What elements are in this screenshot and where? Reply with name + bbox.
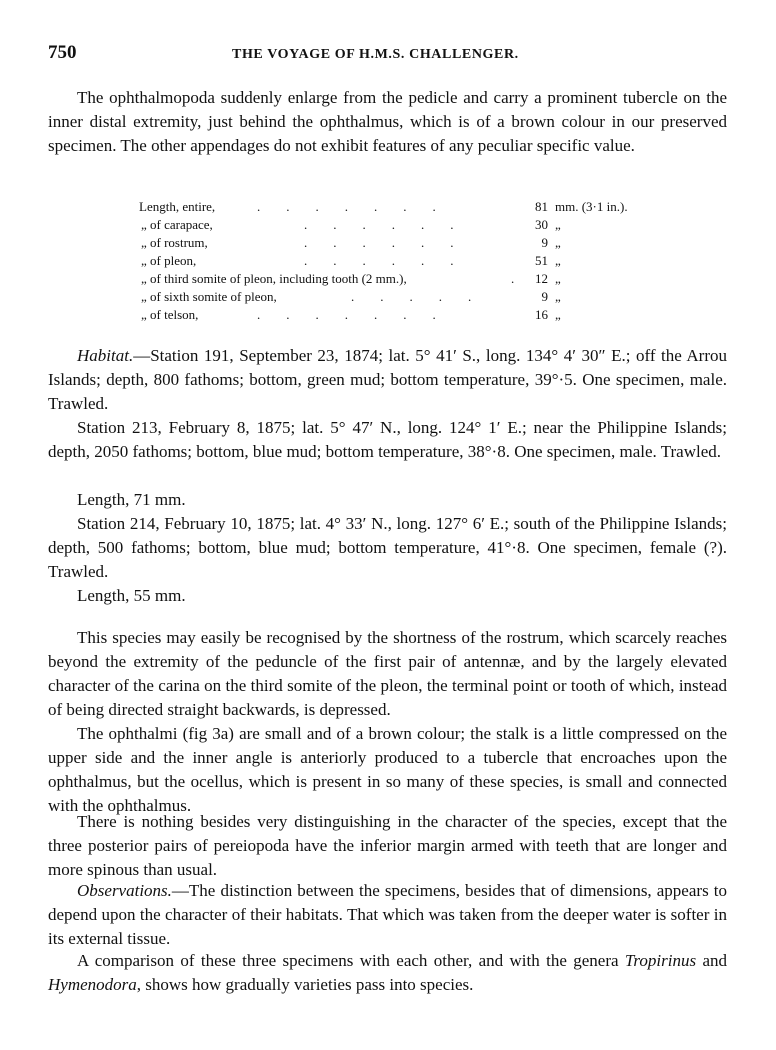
length-station-214: Length, 55 mm. <box>77 586 186 605</box>
genus-hymenodora: Hymenodora <box>48 975 137 994</box>
station-191-text: —Station 191, September 23, 1874; lat. 5° 41′ S., long. 134° 4′ 30″ E.; off the Arrou Islands; depth, 800 fathoms; bottom, green mud; bottom temperature, 39°·5. One specimen, male. Trawled. <box>48 346 727 413</box>
comparison-paragraph <box>48 949 727 997</box>
habitat-station-213: Station 213, February 8, 1875; lat. 5° 47′ N., long. 124° 1′ E.; near the Philippine Islands; depth, 2050 fathoms; bottom, blue mud; bottom temperature, 38°·8. One specimen, male. Trawled. <box>48 418 727 461</box>
measurement-unit: mm. (3·1 in.). <box>555 199 628 214</box>
length-station-213: Length, 71 mm. <box>77 490 186 509</box>
measurement-unit: „ <box>555 235 561 250</box>
measurement-label: „ of pleon, <box>141 253 197 268</box>
measurement-label: „ of telson, <box>141 307 199 322</box>
comparison-text-start: A comparison of these three specimens with each other, and with the genera <box>77 951 625 970</box>
measurement-row <box>139 216 659 234</box>
measurement-row <box>139 234 659 252</box>
measurement-leader: . . . . . . <box>304 235 454 250</box>
page-header <box>48 42 728 68</box>
habitat-label: Habitat. <box>77 346 134 365</box>
measurement-unit: „ <box>555 307 561 322</box>
measurement-row <box>139 288 659 306</box>
measurement-row <box>139 252 659 270</box>
measurement-unit: „ <box>555 271 561 286</box>
running-title: THE VOYAGE OF H.M.S. CHALLENGER. <box>232 47 519 62</box>
measurement-unit: „ <box>555 289 561 304</box>
measurement-leader: . . . . . <box>351 289 472 304</box>
measurement-value: 9 <box>541 235 548 250</box>
measurement-leader: . . . . . . . <box>257 307 436 322</box>
measurement-row <box>139 306 659 324</box>
measurement-value: 12 <box>535 271 548 286</box>
discussion-paragraph-2: The ophthalmi (fig 3a) are small and of a brown colour; the stalk is a little compressed on the upper side and the inner angle is anteriorly produced to a tubercle that encroaches upon the ophthalmus, but the ocellus, which is present in so many of these species, is small and connected with the ophthalmus. <box>48 724 727 815</box>
genus-tropirinus: Tropirinus <box>624 951 697 970</box>
measurement-row <box>139 270 659 288</box>
comparison-text-end: , shows how gradually varieties pass into species. <box>136 975 474 994</box>
measurement-label: „ of rostrum, <box>141 235 208 250</box>
discussion-paragraph-3: There is nothing besides very distinguishing in the character of the species, except that the three posterior pairs of pereiopoda have the inferior margin armed with teeth that are longer and more spinous than usual. <box>48 812 727 879</box>
comparison-text-and: and <box>696 951 727 970</box>
measurement-value: 51 <box>535 253 548 268</box>
measurement-leader: . . . . . . <box>304 217 454 232</box>
measurement-label: „ of sixth somite of pleon, <box>141 289 277 304</box>
measurement-label: Length, entire, <box>139 199 216 214</box>
observations-text: —The distinction between the specimens, besides that of dimensions, appears to depend upon the character of their habitats. That which was taken from the deeper water is softer in its external tissue. <box>48 881 727 948</box>
measurement-label: „ of carapace, <box>141 217 213 232</box>
intro-paragraph: The ophthalmopoda suddenly enlarge from the pedicle and carry a prominent tubercle on the inner distal extremity, just behind the ophthalmus, which is of a brown colour in our preserved specimen. The other appendages do not exhibit features of any peculiar specific value. <box>48 88 727 155</box>
measurement-value: 9 <box>541 289 548 304</box>
measurement-leader: . . . . . . <box>304 253 454 268</box>
measurement-value: 81 <box>535 199 548 214</box>
measurement-row <box>139 198 659 216</box>
measurement-value: 16 <box>535 307 548 322</box>
measurement-unit: „ <box>555 217 561 232</box>
measurement-leader: . <box>511 271 515 286</box>
habitat-station-214: Station 214, February 10, 1875; lat. 4° 33′ N., long. 127° 6′ E.; south of the Philippine Islands; depth, 500 fathoms; bottom, blue mud; bottom temperature, 41°·8. One specimen, female (?). Trawled. <box>48 514 727 581</box>
page-number: 750 <box>48 42 77 63</box>
measurement-label: „ of third somite of pleon, including tooth (2 mm.), <box>141 271 407 286</box>
measurement-leader: . . . . . . . <box>257 199 436 214</box>
measurements-table <box>139 198 659 324</box>
observations-label: Observations. <box>77 881 172 900</box>
measurement-unit: „ <box>555 253 561 268</box>
discussion-paragraph-1: This species may easily be recognised by the shortness of the rostrum, which scarcely reaches beyond the extremity of the peduncle of the first pair of antennæ, and by the largely elevated character of the carina on the third somite of the pleon, the terminal point or tooth of which, instead of being directed straight backwards, is depressed. <box>48 628 727 719</box>
observations-paragraph <box>48 879 727 951</box>
measurement-value: 30 <box>535 217 548 232</box>
habitat-station-191 <box>48 344 727 416</box>
